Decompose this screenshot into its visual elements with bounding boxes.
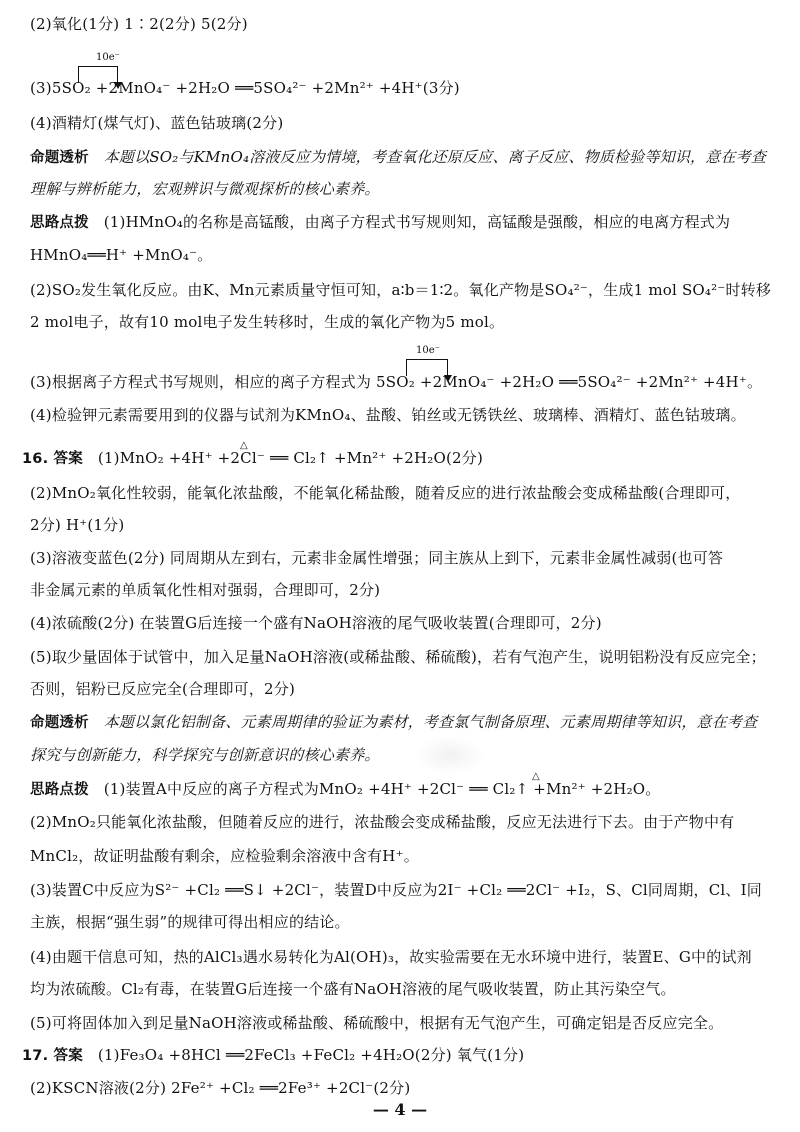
q16-answer-part1: (1)MnO₂ +4H⁺ +2Cl⁻ ══ Cl₂↑ +Mn²⁺ +2H₂O(2分) <box>97 449 484 467</box>
scan-smudge <box>415 735 485 775</box>
q16-hint-line-8: (5)可将固体加入到足量NaOH溶液或稀盐酸、稀硫酸中，根据有无气泡产生，可确定铝是否反应完全。 <box>30 1014 724 1032</box>
q15-part3-answer: (3)5SO₂ +2MnO₄⁻ +2H₂O ══5SO₄²⁻ +2Mn²⁺ +4H⁺(3分) <box>30 79 460 97</box>
q16-hint-line-7: 均为浓硫酸。Cl₂有毒，在装置G后连接一个盛有NaOH溶液的尾气吸收装置，防止其污染空气。 <box>30 980 676 998</box>
analysis-text: 本题以氯化铝制备、元素周期律的验证为素材，考查氯气制备原理、元素周期律等知识，意在考查 <box>103 713 758 731</box>
q15-analysis-line-2: 理解与辨析能力，宏观辨识与微观探析的核心素养。 <box>30 180 380 198</box>
electron-transfer-label-2: 10e⁻ <box>416 345 440 356</box>
q16-hint-line-5: 主族，根据“强生弱”的规律可得出相应的结论。 <box>30 913 350 931</box>
analysis-tag: 命题透析 <box>30 715 89 731</box>
q17-answer-line-2: (2)KSCN溶液(2分) 2Fe²⁺ +Cl₂ ══2Fe³⁺ +2Cl⁻(2分) <box>30 1079 411 1097</box>
q16-answer-line-2: (2)MnO₂氧化性较弱，能氧化浓盐酸，不能氧化稀盐酸，随着反应的进行浓盐酸会变成稀盐酸(合理即可， <box>30 484 741 502</box>
q16-answer-line-1 <box>22 448 772 469</box>
q15-part2-answer: (2)氧化(1分) 1∶2(2分) 5(2分) <box>30 15 248 33</box>
q17-answer-tag: 17. 答案 <box>22 1048 83 1064</box>
q15-hint-line-4: 2 mol电子，故有10 mol电子发生转移时，生成的氧化产物为5 mol。 <box>30 313 505 331</box>
q16-answer-line-4: (3)溶液变蓝色(2分) 同周期从左到右，元素非金属性增强；同主族从上到下，元素非金属性减弱(也可答 <box>30 549 724 567</box>
q15-part4-answer: (4)酒精灯(煤气灯)、蓝色钴玻璃(2分) <box>30 114 284 132</box>
q16-hint-line-2: (2)MnO₂只能氧化浓盐酸，但随着反应的进行，浓盐酸会变成稀盐酸，反应无法进行下去。由于产物中有 <box>30 813 735 831</box>
q15-hint-line-5: (3)根据离子方程式书写规则，相应的离子方程式为 5SO₂ +2MnO₄⁻ +2H₂O ══5SO₄²⁻ +2Mn²⁺ +4H⁺。 <box>30 373 763 391</box>
q15-hint-line-6: (4)检验钾元素需要用到的仪器与试剂为KMnO₄、盐酸、铂丝或无锈铁丝、玻璃棒、酒精灯、蓝色钴玻璃。 <box>30 406 746 424</box>
analysis-text: 本题以SO₂与KMnO₄溶液反应为情境，考查氧化还原反应、离子反应、物质检验等知识，意在考查 <box>103 148 767 166</box>
hint-text: (1)HMnO₄的名称是高锰酸，由离子方程式书写规则知，高锰酸是强酸，相应的电离方程式为 <box>103 213 731 231</box>
q16-hint-line-3: MnCl₂，故证明盐酸有剩余，应检验剩余溶液中含有H⁺。 <box>30 847 419 865</box>
q15-hint-line-1 <box>30 212 772 233</box>
q15-hint-line-2: HMnO₄══H⁺ +MnO₄⁻。 <box>30 246 213 264</box>
q16-answer-line-7: (5)取少量固体于试管中，加入足量NaOH溶液(或稀盐酸、稀硫酸)，若有气泡产生，说明铝粉没有反应完全； <box>30 648 766 666</box>
q16-hint-line-1 <box>30 779 772 800</box>
q16-answer-tag: 16. 答案 <box>22 451 83 467</box>
q16-answer-line-3: 2分) H⁺(1分) <box>30 516 125 534</box>
q16-answer-line-6: (4)浓硫酸(2分) 在装置G后连接一个盛有NaOH溶液的尾气吸收装置(合理即可，2分) <box>30 614 602 632</box>
hint-tag: 思路点拨 <box>30 782 89 798</box>
page-number: — 4 — <box>372 1100 428 1119</box>
q16-analysis-line-1 <box>30 712 772 733</box>
q16-analysis-line-2: 探究与创新能力，科学探究与创新意识的核心素养。 <box>30 746 380 764</box>
analysis-tag: 命题透析 <box>30 150 89 166</box>
heat-symbol-1: △ <box>240 440 248 451</box>
hint-text: (1)装置A中反应的离子方程式为MnO₂ +4H⁺ +2Cl⁻ ══ Cl₂↑ +Mn²⁺ +2H₂O。 <box>103 780 661 798</box>
q16-hint-line-6: (4)由题干信息可知，热的AlCl₃遇水易转化为Al(OH)₃，故实验需要在无水环境中进行，装置E、G中的试剂 <box>30 948 752 966</box>
q17-answer-line-1 <box>22 1045 772 1066</box>
q16-hint-line-4: (3)装置C中反应为S²⁻ +Cl₂ ══S↓ +2Cl⁻，装置D中反应为2I⁻ +Cl₂ ══2Cl⁻ +I₂，S、Cl同周期，Cl、I同 <box>30 881 762 899</box>
q16-answer-line-8: 否则，铝粉已反应完全(合理即可，2分) <box>30 680 296 698</box>
q15-analysis-line-1 <box>30 147 772 168</box>
q15-hint-line-3: (2)SO₂发生氧化反应。由K、Mn元素质量守恒可知，a∶b＝1∶2。氧化产物是SO₄²⁻，生成1 mol SO₄²⁻时转移 <box>30 281 772 299</box>
electron-transfer-label-1: 10e⁻ <box>96 52 120 63</box>
hint-tag: 思路点拨 <box>30 215 89 231</box>
q16-answer-line-5: 非金属元素的单质氧化性相对强弱，合理即可，2分) <box>30 581 381 599</box>
q17-answer-part1: (1)Fe₃O₄ +8HCl ══2FeCl₃ +FeCl₂ +4H₂O(2分) 氧气(1分) <box>97 1046 525 1064</box>
heat-symbol-2: △ <box>532 771 540 782</box>
